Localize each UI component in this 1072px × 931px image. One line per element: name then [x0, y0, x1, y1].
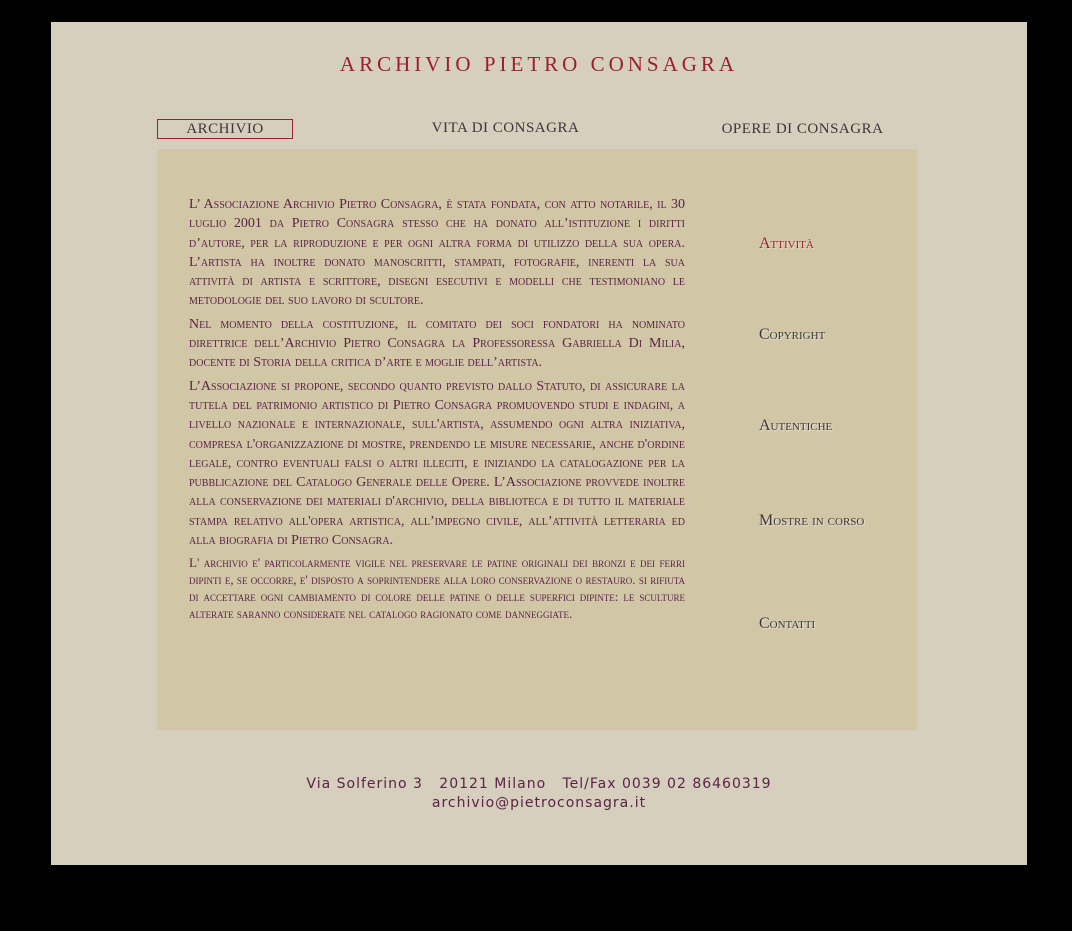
- sidebar-link-attivita[interactable]: Attività: [759, 235, 814, 252]
- footer: [51, 775, 1027, 813]
- sidebar-link-copyright[interactable]: Copyright: [759, 326, 826, 343]
- paragraph-mission: L’Associazione si propone, secondo quanto previsto dallo Statuto, di assicurare la tutela del patrimonio artistico di Pietro Consagra promuovendo studi e indagini, a livello nazionale e internazionale, sull'artista, assumendo ogni altra iniziativa, compresa l'organizzazione di mostre, prendendo le misure necessarie, anche d'ordine legale, contro eventuali falsi o altri illeciti, e iniziando la catalogazione per la pubblicazione del Catalogo Generale delle Opere. L’Associazione provvede inoltre alla conservazione dei materiali d'archivio, della biblioteca e di tutto il materiale stampa relativo all'opera artistica, all’impegno civile, all’attività letteraria ed alla biografia di Pietro Consagra.: [189, 378, 685, 549]
- content-box: [157, 149, 917, 730]
- paragraph-director: Nel momento della costituzione, il comitato dei soci fondatori ha nominato direttrice dell’Archivio Pietro Consagra la Professoressa Gabriella Di Milia, docente di Storia della critica d’arte e moglie dell’artista.: [189, 316, 685, 371]
- footer-address: Via Solferino 3 20121 Milano Tel/Fax 0039 02 86460319: [306, 776, 772, 792]
- paragraph-patine: L' archivio e' particolarmente vigile nel preservare le patine originali dei bronzi e dei ferri dipinti e, se occorre, e' disposto a soprintendere alla loro conservazione o restauro. si rifiuta di accettare ogni cambiamento di colore delle patine o delle superfici dipinte: le sculture alterate saranno considerate nel catalogo ragionato come danneggiate.: [189, 555, 686, 622]
- site-title: ARCHIVIO PIETRO CONSAGRA: [339, 52, 739, 76]
- nav-vita-di-consagra[interactable]: VITA DI CONSAGRA: [431, 120, 580, 136]
- footer-email[interactable]: archivio@pietroconsagra.it: [431, 795, 647, 811]
- paragraph-founding: L’ Associazione Archivio Pietro Consagra, è stata fondata, con atto notarile, il 30 luglio 2001 da Pietro Consagra stesso che ha donato all’istituzione i diritti d’autore, per la riproduzione e per ogni altra forma di utilizzo della sua opera. L’artista ha inoltre donato manoscritti, stampati, fotografie, inerenti la sua attività di artista e scrittore, disegni esecutivi e modelli che testimoniano le metodologie del suo lavoro di scultore.: [189, 197, 685, 309]
- nav-opere-di-consagra[interactable]: OPERE DI CONSAGRA: [721, 121, 884, 137]
- sidebar-link-contatti[interactable]: Contatti: [759, 615, 816, 632]
- article-text: [189, 195, 685, 626]
- sidebar-link-autentiche[interactable]: Autentiche: [759, 417, 833, 434]
- page: [51, 22, 1027, 865]
- nav-archivio[interactable]: ARCHIVIO: [157, 119, 293, 139]
- sidebar-link-mostre-in-corso[interactable]: Mostre in corso: [759, 512, 865, 529]
